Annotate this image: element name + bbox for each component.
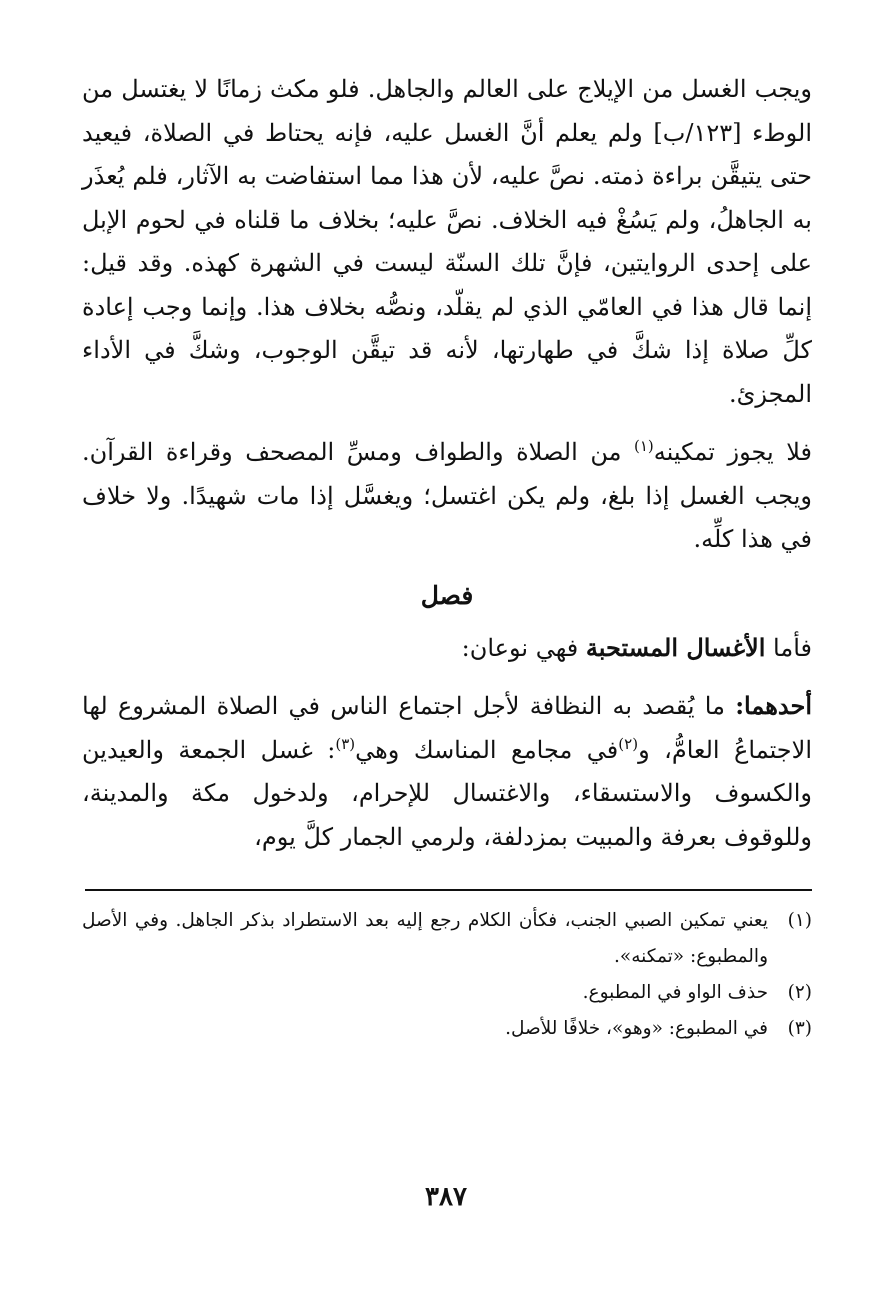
footnote-number: (١) (787, 910, 812, 931)
footnote-ref-2[interactable]: (٢) (618, 734, 639, 753)
footnotes (82, 903, 812, 1047)
footnote-text: في المطبوع: «وهو»، خلافًا للأصل. (505, 1018, 768, 1039)
footnote-ref-1[interactable]: (١) (634, 437, 654, 455)
paragraph-4-text-c: : غسل الجمعة والعيدين والكسوف والاستسقاء، والاغتسال للإحرام، ولدخول مكة والمدينة، وللوقوف بعرفة والمبيت بمزدلفة، ولرمي الجمار كلَّ يوم، (82, 735, 812, 851)
paragraph-3-bold: الأغسال المستحبة (585, 632, 766, 662)
footnote-2 (82, 975, 812, 1011)
paragraph-3 (82, 626, 812, 671)
footnote-ref-3[interactable]: (٣) (335, 734, 356, 753)
paragraph-2 (82, 431, 812, 562)
paragraph-4-text-b: في مجامع المناسك وهي (355, 735, 619, 764)
paragraph-4-text-a: ما يُقصد به النظافة لأجل اجتماع الناس في الصلاة المشروع لها الاجتماعُ العامُّ، و (82, 692, 812, 764)
paragraph-3-text-b: فهي نوعان: (461, 633, 586, 662)
paragraph-1: ويجب الغسل من الإيلاج على العالم والجاهل. فلو مكث زمانًا لا يغتسل من الوطء [١٢٣/ب] ولم يعلم أنَّ الغسل عليه، فإنه يحتاط في الصلاة، فيعيد حتى يتيقَّن براءة ذمته. نصَّ عليه، لأن هذا مما استفاضت به الآثار، فلم يُعذَر به الجاهلُ، ولم يَسُغْ فيه الخلاف. نصَّ عليه؛ بخلاف ما قلناه في لحوم الإبل على إحدى الروايتين، فإنَّ تلك السنّة ليست في الشهرة كهذه. وقد قيل: إنما قال هذا في العامّي الذي لم يقلّد، ونصُّه بخلاف هذا. وإنما وجب إعادة كلِّ صلاة إذا شكَّ في طهارتها، لأنه قد تيقَّن الوجوب، وشكَّ في الأداء المجزئ. (82, 75, 812, 408)
paragraph-2-text-b: من الصلاة والطواف ومسِّ المصحف وقراءة القرآن. ويجب الغسل إذا بلغ، ولم يكن اغتسل؛ ويغسَّل إذا مات شهيدًا. ولا خلاف في هذا كلِّه. (82, 438, 812, 553)
paragraph-3-text-a: فأما (765, 633, 812, 662)
paragraph-2-text-a: فلا يجوز تمكينه (653, 438, 812, 466)
paragraph-4 (82, 684, 812, 859)
footnote-text: يعني تمكين الصبي الجنب، فكأن الكلام رجع إليه بعد الاستطراد بذكر الجاهل. وفي الأصل والمطبوع: «تمكنه». (82, 910, 768, 967)
footnote-1 (82, 903, 812, 975)
footnote-text: حذف الواو في المطبوع. (582, 982, 768, 1003)
page-number: ٣٨٧ (425, 1182, 467, 1212)
footnote-number: (٢) (787, 982, 812, 1003)
footnote-divider (85, 889, 812, 891)
section-heading: فصل (420, 580, 474, 610)
paragraph-4-bold: أحدهما: (735, 691, 812, 720)
footnote-number: (٣) (787, 1018, 812, 1039)
footnote-3 (82, 1011, 812, 1047)
